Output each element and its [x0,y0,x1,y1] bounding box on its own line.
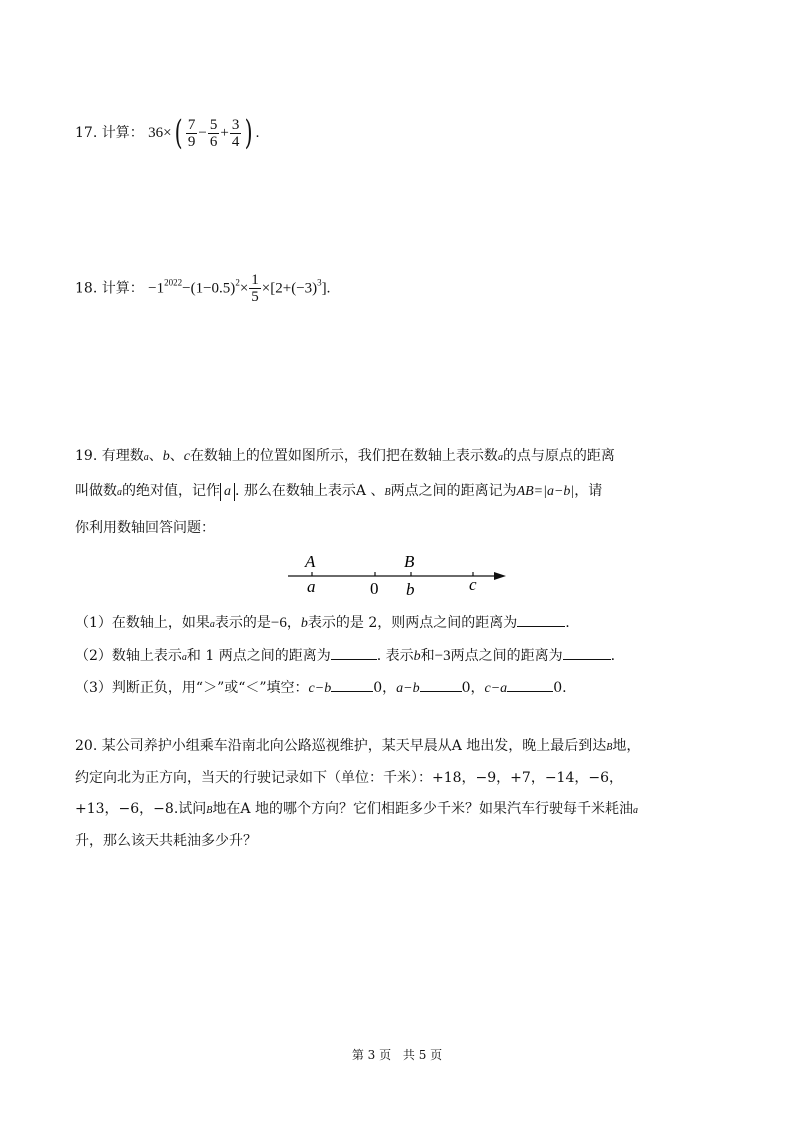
q19-text: . 表示 [376,648,414,664]
q17-fraction-1: $\frac{7}{9}$ [187,116,196,150]
ab-expression: AB=|a−b| [516,484,575,499]
q18-exp-2: 2 [235,277,240,288]
q20-text: 地在A 地的哪个方向？它们相距多少千米？如果汽车行驶每千米耗油 [212,801,633,817]
q19-text: 0， [373,680,397,696]
q19-text: 和 [420,648,435,664]
label-a: a [307,577,316,596]
separator: 、 [148,448,163,464]
q19-text: 两点之间的距离为 [450,648,563,664]
q17-right-paren: ) [244,113,253,153]
q19-text: 表示的是 2，则两点之间的距离为 [307,615,518,631]
q19-part-2 [75,645,615,668]
expr: a−b [396,681,420,696]
q19-text: 0. [553,680,567,696]
q20-text: 地， [612,738,641,754]
page-total: 共 5 页 [402,1048,443,1062]
value: −6 [270,615,287,631]
var-a: a [143,452,149,463]
q17-op-1: − [198,125,207,141]
var-c: c [183,449,190,464]
answer-blank[interactable] [507,677,553,692]
q19-text: 两点之间的距离记为 [390,483,517,499]
label-c: c [469,575,477,594]
var-b: b [413,649,421,664]
q19-text: . [610,648,616,664]
expr: c−a [484,681,508,696]
q19-text: 19. 有理数 [75,448,144,464]
var-B: B [606,742,613,753]
q19-text: 你利用数轴回答问题： [75,520,215,536]
var-b: b [162,449,170,464]
var-a: a [209,619,215,630]
q18-term-3: × [239,280,249,297]
var-a: a [497,452,503,463]
answer-blank[interactable] [563,645,611,660]
expr: c−b [308,681,332,696]
q20-text: 20. 某公司养护小组乘车沿南北向公路巡视维护，某天早晨从A 地出发，晚上最后到达 [75,738,607,754]
q19-line-1 [75,446,615,468]
q19-text: 叫做数 [75,483,117,499]
q17-left-paren: ( [174,113,183,153]
var-B: B [206,805,213,816]
abs-a: a [220,483,235,501]
label-B: B [404,552,415,571]
label-b: b [406,580,415,599]
question-18 [75,272,330,305]
q19-text: （1）在数轴上，如果 [75,615,210,631]
q19-text: （3）判断正负，用“＞”或“＜”填空： [75,680,309,696]
q18-exp-3: 3 [317,277,322,288]
q19-text: 0， [461,680,485,696]
q20-line-2 [75,768,623,788]
q17-fraction-2: $\frac{5}{6}$ [209,116,218,150]
q19-text: 的绝对值，记作 [122,483,220,499]
q17-coefficient: 36× [148,125,172,141]
q19-part-3 [75,677,567,699]
q19-line-2 [75,481,602,503]
q18-exp-1: 2022 [164,277,183,288]
q17-label: 17. 计算： [75,125,144,141]
var-a: a [181,652,187,663]
q19-text: ， [286,615,301,631]
q19-text: 的点与原点的距离 [502,448,615,464]
q19-text: 和 1 两点之间的距离为 [186,648,331,664]
q20-text: 升，那么该天共耗油多少升？ [75,833,257,849]
q18-term-4: ×[2+(−3) [261,280,318,297]
separator: 、 [169,448,184,464]
q18-label: 18. 计算： [75,280,144,297]
answer-blank[interactable] [331,645,377,660]
q18-fraction: $\frac{1}{5}$ [251,272,259,305]
q19-text: . [565,615,570,631]
q20-line-1 [75,736,640,758]
q20-text: +13，−6，−8.试问 [75,801,207,817]
q19-part-1 [75,612,570,635]
q19-text: 在数轴上的位置如图所示，我们把在数轴上表示数 [189,448,498,464]
q17-end: . [255,125,260,141]
answer-blank[interactable] [331,677,373,692]
q20-text: 约定向北为正方向，当天的行驶记录如下（单位：千米）：+18，−9，+7，−14，−6， [75,770,624,786]
var-a: a [632,805,638,816]
q18-term-1: −1 [148,280,165,297]
var-a: a [117,487,122,498]
q17-op-2: + [220,125,229,141]
value: −3 [434,648,451,664]
page-number: 第 3 页 [351,1048,392,1062]
axis-arrow [494,572,506,580]
q17-fraction-3: $\frac{3}{4}$ [231,116,240,150]
q18-term-2: −(1−0.5) [182,280,236,297]
var-b: b [300,616,308,631]
q19-text: 表示的是 [214,615,271,631]
number-line-figure [280,548,520,604]
question-17 [75,113,260,153]
label-A: A [305,552,316,571]
q18-term-5: ]. [321,280,331,297]
page-footer [0,1046,794,1063]
var-B: B [384,487,391,498]
q19-text: （2）数轴上表示 [75,648,182,664]
label-0: 0 [370,579,379,598]
answer-blank[interactable] [420,677,462,692]
q20-line-3 [75,799,638,821]
q19-line-3 [75,518,215,538]
q19-text: . 那么在数轴上表示A 、 [235,483,385,499]
q19-text: ，请 [574,483,603,499]
q20-line-4 [75,831,257,851]
answer-blank[interactable] [517,612,565,627]
